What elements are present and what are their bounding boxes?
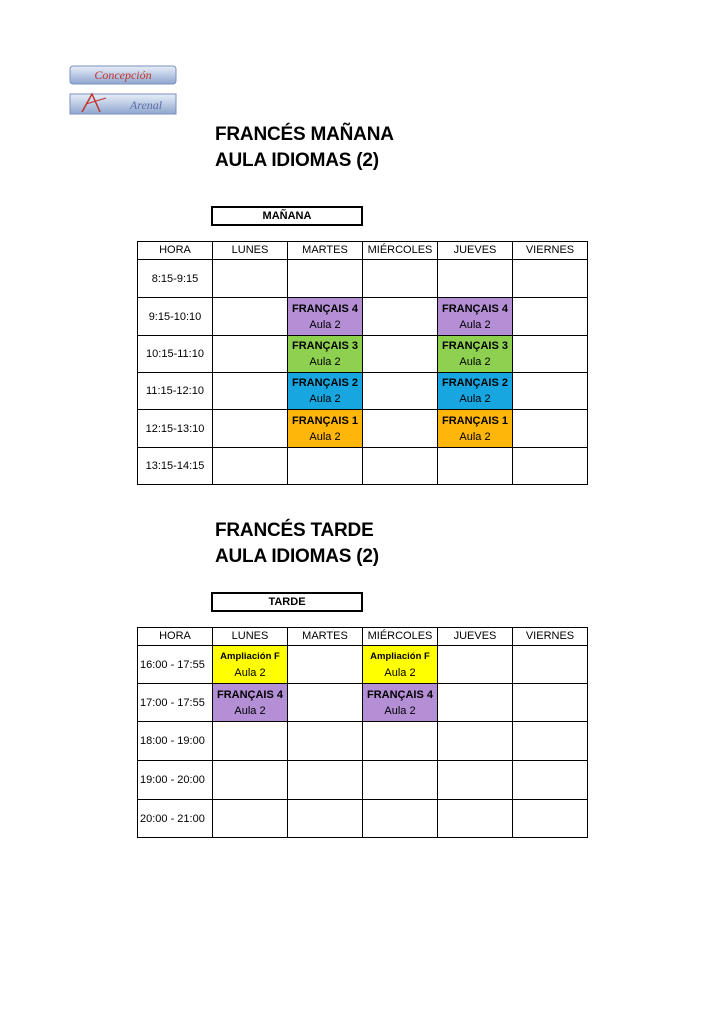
afternoon-heading: [215, 518, 379, 570]
class-room: Aula 2: [234, 666, 266, 679]
empty-cell: [513, 373, 588, 410]
logo-top-text: Concepción: [94, 68, 152, 82]
class-block: [288, 373, 362, 409]
time-slot-cell: 11:15-12:10: [138, 373, 213, 410]
class-name: FRANÇAIS 2: [441, 377, 508, 389]
class-cell: [213, 684, 288, 722]
column-header: VIERNES: [513, 242, 588, 260]
class-room: Aula 2: [384, 666, 416, 679]
afternoon-subtitle: AULA IDIOMAS (2): [215, 546, 379, 567]
morning-title: FRANCÉS MAÑANA: [215, 124, 394, 145]
class-block: [438, 410, 512, 447]
empty-cell: [213, 410, 288, 448]
empty-cell: [363, 410, 438, 448]
class-cell: [288, 336, 363, 373]
class-cell: [438, 373, 513, 410]
table-row: [138, 260, 588, 298]
empty-cell: [213, 448, 288, 485]
empty-cell: [213, 373, 288, 410]
class-cell: [363, 646, 438, 684]
empty-cell: [363, 298, 438, 336]
column-header: MIÉRCOLES: [363, 242, 438, 260]
time-slot-cell: 19:00 - 20:00: [138, 761, 213, 800]
empty-cell: [213, 800, 288, 838]
class-cell: [438, 298, 513, 336]
time-slot-cell: 16:00 - 17:55: [138, 646, 213, 684]
class-name: Ampliación F: [220, 650, 280, 662]
empty-cell: [438, 761, 513, 800]
empty-cell: [513, 722, 588, 761]
class-room: Aula 2: [309, 393, 341, 405]
class-room: Aula 2: [459, 430, 491, 443]
empty-cell: [288, 684, 363, 722]
morning-schedule-table: [137, 241, 588, 485]
class-name: Ampliación F: [370, 650, 430, 662]
column-header: HORA: [138, 628, 213, 646]
class-cell: [288, 373, 363, 410]
table-row: [138, 298, 588, 336]
empty-cell: [363, 800, 438, 838]
afternoon-session-label: TARDE: [211, 592, 363, 612]
class-name: FRANÇAIS 2: [291, 377, 358, 389]
morning-session-label: MAÑANA: [211, 206, 363, 226]
empty-cell: [363, 336, 438, 373]
empty-cell: [363, 448, 438, 485]
logo-bottom-text: Arenal: [129, 98, 163, 112]
class-block: [213, 646, 287, 683]
empty-cell: [513, 684, 588, 722]
table-row: [138, 761, 588, 800]
empty-cell: [513, 298, 588, 336]
empty-cell: [513, 410, 588, 448]
column-header: LUNES: [213, 242, 288, 260]
empty-cell: [438, 684, 513, 722]
empty-cell: [288, 722, 363, 761]
empty-cell: [288, 646, 363, 684]
empty-cell: [363, 260, 438, 298]
table-row: [138, 646, 588, 684]
afternoon-schedule-table: [137, 627, 588, 838]
time-slot-cell: 12:15-13:10: [138, 410, 213, 448]
empty-cell: [213, 761, 288, 800]
empty-cell: [513, 336, 588, 373]
table-row: [138, 448, 588, 485]
class-room: Aula 2: [234, 704, 266, 717]
empty-cell: [288, 761, 363, 800]
column-header: MARTES: [288, 628, 363, 646]
class-cell: [438, 410, 513, 448]
empty-cell: [513, 448, 588, 485]
class-block: [363, 684, 437, 721]
empty-cell: [513, 761, 588, 800]
class-name: FRANÇAIS 1: [291, 414, 358, 427]
class-name: FRANÇAIS 3: [441, 340, 508, 352]
column-header: JUEVES: [438, 242, 513, 260]
time-slot-cell: 20:00 - 21:00: [138, 800, 213, 838]
empty-cell: [288, 260, 363, 298]
empty-cell: [213, 298, 288, 336]
class-room: Aula 2: [459, 356, 491, 368]
time-slot-cell: 8:15-9:15: [138, 260, 213, 298]
class-room: Aula 2: [309, 430, 341, 443]
class-name: FRANÇAIS 3: [291, 340, 358, 352]
empty-cell: [288, 448, 363, 485]
column-header: LUNES: [213, 628, 288, 646]
class-cell: [438, 336, 513, 373]
class-room: Aula 2: [309, 356, 341, 368]
time-slot-cell: 18:00 - 19:00: [138, 722, 213, 761]
table-row: [138, 800, 588, 838]
class-room: Aula 2: [384, 704, 416, 717]
class-name: FRANÇAIS 4: [216, 688, 283, 701]
empty-cell: [438, 722, 513, 761]
class-cell: [213, 646, 288, 684]
class-block: [288, 410, 362, 447]
empty-cell: [363, 722, 438, 761]
class-block: [438, 336, 512, 372]
morning-heading: [215, 122, 394, 174]
empty-cell: [288, 800, 363, 838]
empty-cell: [513, 260, 588, 298]
empty-cell: [438, 800, 513, 838]
empty-cell: [513, 800, 588, 838]
empty-cell: [363, 761, 438, 800]
table-row: [138, 410, 588, 448]
empty-cell: [363, 373, 438, 410]
class-room: Aula 2: [309, 318, 341, 331]
column-header: MARTES: [288, 242, 363, 260]
column-header: HORA: [138, 242, 213, 260]
class-block: [288, 298, 362, 335]
class-cell: [288, 298, 363, 336]
school-logo: [66, 64, 178, 118]
time-slot-cell: 10:15-11:10: [138, 336, 213, 373]
time-slot-cell: 17:00 - 17:55: [138, 684, 213, 722]
empty-cell: [438, 448, 513, 485]
class-name: FRANÇAIS 4: [366, 688, 433, 701]
class-block: [288, 336, 362, 372]
class-name: FRANÇAIS 4: [441, 302, 508, 315]
morning-subtitle: AULA IDIOMAS (2): [215, 150, 379, 171]
class-cell: [288, 410, 363, 448]
time-slot-cell: 9:15-10:10: [138, 298, 213, 336]
column-header: JUEVES: [438, 628, 513, 646]
column-header: MIÉRCOLES: [363, 628, 438, 646]
class-block: [363, 646, 437, 683]
empty-cell: [438, 260, 513, 298]
empty-cell: [213, 260, 288, 298]
table-row: [138, 373, 588, 410]
empty-cell: [213, 722, 288, 761]
empty-cell: [213, 336, 288, 373]
class-cell: [363, 684, 438, 722]
afternoon-title: FRANCÉS TARDE: [215, 520, 374, 541]
time-slot-cell: 13:15-14:15: [138, 448, 213, 485]
table-row: [138, 722, 588, 761]
class-room: Aula 2: [459, 393, 491, 405]
table-row: [138, 336, 588, 373]
empty-cell: [438, 646, 513, 684]
class-name: FRANÇAIS 1: [441, 414, 508, 427]
class-block: [438, 373, 512, 409]
school-logo-icon: [66, 64, 178, 118]
empty-cell: [513, 646, 588, 684]
class-block: [438, 298, 512, 335]
table-header-row: [138, 242, 588, 260]
table-row: [138, 684, 588, 722]
class-block: [213, 684, 287, 721]
class-room: Aula 2: [459, 318, 491, 331]
column-header: VIERNES: [513, 628, 588, 646]
table-header-row: [138, 628, 588, 646]
class-name: FRANÇAIS 4: [291, 302, 358, 315]
